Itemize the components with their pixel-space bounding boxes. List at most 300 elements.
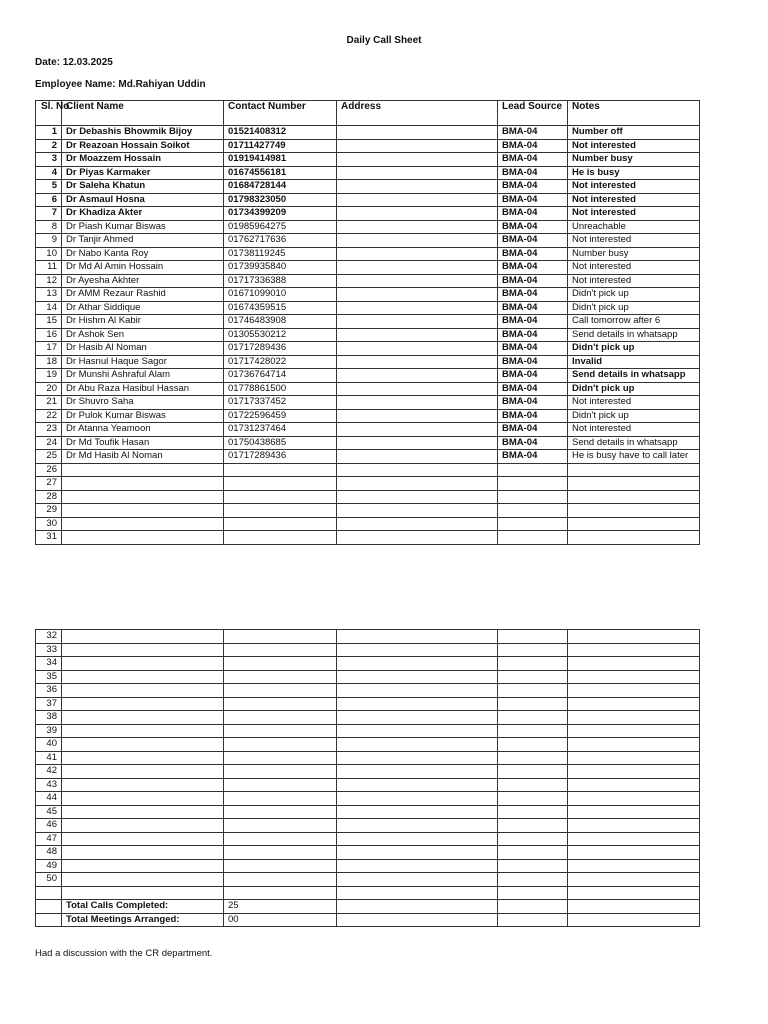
- row-lead-source: BMA-04: [498, 166, 568, 180]
- row-note: Didn't pick up: [568, 409, 700, 423]
- row-contact-number: 01305530212: [224, 328, 337, 342]
- row-lead-source: BMA-04: [498, 247, 568, 261]
- row-empty-cell: [568, 670, 700, 684]
- table-row: [36, 477, 700, 491]
- table-row: [36, 684, 700, 698]
- table-row: [36, 301, 700, 315]
- table-row: [36, 355, 700, 369]
- row-sl-number: 46: [36, 819, 62, 833]
- column-header-lead-source: Lead Source: [498, 101, 568, 126]
- row-address: [337, 436, 498, 450]
- row-empty-cell: [337, 859, 498, 873]
- row-empty-cell: [62, 765, 224, 779]
- row-empty-cell: [498, 711, 568, 725]
- row-sl-number: 25: [36, 450, 62, 464]
- row-sl-number: 33: [36, 643, 62, 657]
- row-client-name: Dr Hishm Al Kabir: [62, 315, 224, 329]
- row-sl-number: 1: [36, 126, 62, 140]
- row-client-name: Dr Nabo Kanta Roy: [62, 247, 224, 261]
- row-lead-source: BMA-04: [498, 382, 568, 396]
- row-empty-cell: [568, 778, 700, 792]
- row-lead-source: BMA-04: [498, 315, 568, 329]
- row-empty-cell: [337, 670, 498, 684]
- row-address: [337, 396, 498, 410]
- row-empty-cell: [62, 846, 224, 860]
- row-client-name: Dr Munshi Ashraful Alam: [62, 369, 224, 383]
- row-lead-source: BMA-04: [498, 180, 568, 194]
- table-row: [36, 436, 700, 450]
- row-lead-source: BMA-04: [498, 450, 568, 464]
- row-empty-cell: [498, 765, 568, 779]
- row-sl-number: 8: [36, 220, 62, 234]
- row-empty-cell: [224, 778, 337, 792]
- row-sl-number: 10: [36, 247, 62, 261]
- row-contact-number: [224, 490, 337, 504]
- row-sl-number: 22: [36, 409, 62, 423]
- row-address: [337, 139, 498, 153]
- row-note: [568, 517, 700, 531]
- row-empty-cell: [337, 630, 498, 644]
- row-client-name: Dr Hasnul Haque Sagor: [62, 355, 224, 369]
- row-sl-number: 23: [36, 423, 62, 437]
- table-row: [36, 846, 700, 860]
- row-client-name: Dr Md Toufik Hasan: [62, 436, 224, 450]
- row-address: [337, 234, 498, 248]
- row-lead-source: [498, 517, 568, 531]
- table-row: [36, 261, 700, 275]
- row-sl-number: 43: [36, 778, 62, 792]
- row-sl-number: 48: [36, 846, 62, 860]
- row-address: [337, 450, 498, 464]
- row-lead-source: BMA-04: [498, 220, 568, 234]
- row-note: [568, 477, 700, 491]
- row-empty-cell: [224, 751, 337, 765]
- row-contact-number: 01731237464: [224, 423, 337, 437]
- row-empty-cell: [337, 697, 498, 711]
- row-address: [337, 477, 498, 491]
- row-contact-number: 01717289436: [224, 342, 337, 356]
- row-sl-number: 4: [36, 166, 62, 180]
- row-empty-cell: [498, 873, 568, 887]
- row-client-name: Dr Abu Raza Hasibul Hassan: [62, 382, 224, 396]
- table-row: [36, 778, 700, 792]
- row-lead-source: BMA-04: [498, 355, 568, 369]
- row-lead-source: BMA-04: [498, 193, 568, 207]
- row-empty-cell: [568, 805, 700, 819]
- row-lead-source: BMA-04: [498, 396, 568, 410]
- table-row: [36, 490, 700, 504]
- row-note: [568, 504, 700, 518]
- row-address: [337, 126, 498, 140]
- employee-line: Employee Name: Md.Rahiyan Uddin: [35, 79, 206, 90]
- row-contact-number: 01717336388: [224, 274, 337, 288]
- row-note: Not interested: [568, 193, 700, 207]
- table-row: [36, 153, 700, 167]
- row-lead-source: BMA-04: [498, 139, 568, 153]
- call-table: [35, 100, 700, 545]
- row-note: Not interested: [568, 207, 700, 221]
- row-contact-number: 01778861500: [224, 382, 337, 396]
- table-row: [36, 765, 700, 779]
- date-line: Date: 12.03.2025: [35, 57, 113, 68]
- row-empty-cell: [337, 832, 498, 846]
- row-empty-cell: [498, 819, 568, 833]
- row-sl-number: 35: [36, 670, 62, 684]
- row-empty-cell: [337, 819, 498, 833]
- row-sl-number: 12: [36, 274, 62, 288]
- row-sl-number: 44: [36, 792, 62, 806]
- row-address: [337, 247, 498, 261]
- row-address: [337, 531, 498, 545]
- total-meetings-label: Total Meetings Arranged:: [62, 913, 224, 927]
- row-lead-source: [498, 463, 568, 477]
- row-contact-number: 01711427749: [224, 139, 337, 153]
- row-empty-cell: [568, 765, 700, 779]
- row-sl-number: 38: [36, 711, 62, 725]
- row-lead-source: BMA-04: [498, 409, 568, 423]
- row-contact-number: 01734399209: [224, 207, 337, 221]
- table-row: [36, 504, 700, 518]
- row-sl-number: 5: [36, 180, 62, 194]
- row-address: [337, 220, 498, 234]
- row-sl-number: 18: [36, 355, 62, 369]
- row-empty-cell: [337, 792, 498, 806]
- row-empty-cell: [568, 873, 700, 887]
- row-lead-source: BMA-04: [498, 423, 568, 437]
- row-note: Send details in whatsapp: [568, 436, 700, 450]
- row-empty-cell: [498, 684, 568, 698]
- row-sl-number: 2: [36, 139, 62, 153]
- row-empty-cell: [224, 819, 337, 833]
- row-client-name: Dr Moazzem Hossain: [62, 153, 224, 167]
- row-sl-number: 11: [36, 261, 62, 275]
- row-empty-cell: [498, 805, 568, 819]
- row-address: [337, 207, 498, 221]
- row-empty-cell: [62, 819, 224, 833]
- row-empty-cell: [568, 819, 700, 833]
- table-row: [36, 463, 700, 477]
- row-empty-cell: [62, 751, 224, 765]
- row-contact-number: 01739935840: [224, 261, 337, 275]
- row-address: [337, 355, 498, 369]
- row-note: Not interested: [568, 396, 700, 410]
- row-note: Not interested: [568, 274, 700, 288]
- row-empty-cell: [62, 684, 224, 698]
- row-contact-number: 01985964275: [224, 220, 337, 234]
- row-empty-cell: [337, 846, 498, 860]
- row-contact-number: 01738119245: [224, 247, 337, 261]
- row-lead-source: [498, 504, 568, 518]
- row-empty-cell: [498, 670, 568, 684]
- footer-note: Had a discussion with the CR department.: [35, 948, 213, 959]
- row-note: Send details in whatsapp: [568, 328, 700, 342]
- table-row: [36, 657, 700, 671]
- row-client-name: [62, 490, 224, 504]
- call-table-continued: [35, 629, 700, 927]
- row-sl-number: 36: [36, 684, 62, 698]
- row-contact-number: [224, 463, 337, 477]
- row-client-name: Dr Khadiza Akter: [62, 207, 224, 221]
- row-empty-cell: [62, 711, 224, 725]
- row-sl-number: 31: [36, 531, 62, 545]
- row-empty-cell: [568, 630, 700, 644]
- row-contact-number: 01750438685: [224, 436, 337, 450]
- row-empty-cell: [62, 724, 224, 738]
- row-sl-number: 21: [36, 396, 62, 410]
- row-sl-number: 42: [36, 765, 62, 779]
- table-row: [36, 166, 700, 180]
- row-note: Didn't pick up: [568, 342, 700, 356]
- row-contact-number: 01521408312: [224, 126, 337, 140]
- column-header-address: Address: [337, 101, 498, 126]
- row-lead-source: BMA-04: [498, 436, 568, 450]
- row-sl-number: 6: [36, 193, 62, 207]
- row-address: [337, 490, 498, 504]
- row-empty-cell: [498, 846, 568, 860]
- column-header-sl: Sl. No.: [36, 101, 62, 126]
- table-row-spacer: [36, 886, 700, 900]
- table-row: [36, 819, 700, 833]
- table-row: [36, 792, 700, 806]
- row-client-name: Dr Tanjir Ahmed: [62, 234, 224, 248]
- row-empty-cell: [224, 657, 337, 671]
- table-row: [36, 517, 700, 531]
- column-header-notes: Notes: [568, 101, 700, 126]
- row-contact-number: 01746483908: [224, 315, 337, 329]
- row-empty-cell: [62, 805, 224, 819]
- column-header-contact-number: Contact Number: [224, 101, 337, 126]
- row-contact-number: 01722596459: [224, 409, 337, 423]
- row-empty-cell: [62, 670, 224, 684]
- row-empty-cell: [568, 711, 700, 725]
- row-client-name: Dr Athar Siddique: [62, 301, 224, 315]
- row-empty-cell: [224, 765, 337, 779]
- row-note: Not interested: [568, 139, 700, 153]
- row-empty-cell: [568, 738, 700, 752]
- row-empty-cell: [224, 724, 337, 738]
- row-client-name: [62, 504, 224, 518]
- table-row: [36, 409, 700, 423]
- table-row: [36, 832, 700, 846]
- row-lead-source: [498, 477, 568, 491]
- row-contact-number: [224, 517, 337, 531]
- row-address: [337, 193, 498, 207]
- table-row: [36, 643, 700, 657]
- row-client-name: Dr AMM Rezaur Rashid: [62, 288, 224, 302]
- row-empty-cell: [498, 738, 568, 752]
- row-contact-number: [224, 531, 337, 545]
- row-empty-cell: [337, 711, 498, 725]
- row-contact-number: 01717337452: [224, 396, 337, 410]
- row-sl-number: 13: [36, 288, 62, 302]
- row-lead-source: [498, 490, 568, 504]
- row-address: [337, 463, 498, 477]
- row-empty-cell: [224, 711, 337, 725]
- row-note: He is busy: [568, 166, 700, 180]
- row-note: Unreachable: [568, 220, 700, 234]
- row-empty-cell: [224, 684, 337, 698]
- row-contact-number: 01674556181: [224, 166, 337, 180]
- row-empty-cell: [498, 859, 568, 873]
- row-empty-cell: [337, 873, 498, 887]
- row-note: Send details in whatsapp: [568, 369, 700, 383]
- row-empty-cell: [337, 643, 498, 657]
- row-empty-cell: [568, 751, 700, 765]
- row-address: [337, 315, 498, 329]
- row-lead-source: [498, 531, 568, 545]
- row-empty-cell: [62, 859, 224, 873]
- row-client-name: [62, 477, 224, 491]
- row-contact-number: [224, 477, 337, 491]
- row-sl-number: 40: [36, 738, 62, 752]
- row-note: Call tomorrow after 6: [568, 315, 700, 329]
- row-sl-number: 28: [36, 490, 62, 504]
- row-empty-cell: [62, 657, 224, 671]
- row-empty-cell: [337, 738, 498, 752]
- row-lead-source: BMA-04: [498, 301, 568, 315]
- row-empty-cell: [62, 738, 224, 752]
- row-empty-cell: [337, 657, 498, 671]
- table-row: [36, 630, 700, 644]
- row-client-name: Dr Saleha Khatun: [62, 180, 224, 194]
- row-empty-cell: [568, 684, 700, 698]
- row-note: Not interested: [568, 261, 700, 275]
- row-sl-number: 9: [36, 234, 62, 248]
- row-contact-number: 01798323050: [224, 193, 337, 207]
- row-note: He is busy have to call later: [568, 450, 700, 464]
- row-empty-cell: [224, 670, 337, 684]
- table-row: [36, 751, 700, 765]
- row-contact-number: 01674359515: [224, 301, 337, 315]
- row-address: [337, 288, 498, 302]
- row-empty-cell: [62, 778, 224, 792]
- row-client-name: Dr Pulok Kumar Biswas: [62, 409, 224, 423]
- row-sl-number: 7: [36, 207, 62, 221]
- table-row: [36, 315, 700, 329]
- row-sl-number: 3: [36, 153, 62, 167]
- row-client-name: Dr Debashis Bhowmik Bijoy: [62, 126, 224, 140]
- row-note: Didn't pick up: [568, 301, 700, 315]
- row-sl-number: 47: [36, 832, 62, 846]
- row-empty-cell: [62, 832, 224, 846]
- row-empty-cell: [568, 792, 700, 806]
- row-note: Not interested: [568, 180, 700, 194]
- row-client-name: Dr Piyas Karmaker: [62, 166, 224, 180]
- row-lead-source: BMA-04: [498, 274, 568, 288]
- column-header-client-name: Client Name: [62, 101, 224, 126]
- row-lead-source: BMA-04: [498, 342, 568, 356]
- row-empty-cell: [498, 792, 568, 806]
- sheet-title: Daily Call Sheet: [346, 35, 422, 46]
- row-address: [337, 328, 498, 342]
- row-empty-cell: [498, 697, 568, 711]
- row-empty-cell: [498, 751, 568, 765]
- total-calls-value: 25: [224, 900, 337, 914]
- row-client-name: Dr Atanna Yeamoon: [62, 423, 224, 437]
- row-empty-cell: [568, 846, 700, 860]
- row-sl-number: 26: [36, 463, 62, 477]
- table-row: [36, 670, 700, 684]
- row-note: Didn't pick up: [568, 382, 700, 396]
- row-sl-number: 19: [36, 369, 62, 383]
- totals-row-calls: [36, 900, 700, 914]
- table-row: [36, 738, 700, 752]
- row-empty-cell: [498, 630, 568, 644]
- row-address: [337, 274, 498, 288]
- row-empty-cell: [224, 859, 337, 873]
- row-empty-cell: [62, 643, 224, 657]
- row-client-name: Dr Shuvro Saha: [62, 396, 224, 410]
- table-row: [36, 234, 700, 248]
- row-lead-source: BMA-04: [498, 328, 568, 342]
- row-sl-number: 39: [36, 724, 62, 738]
- row-empty-cell: [224, 738, 337, 752]
- table-row: [36, 274, 700, 288]
- table-row: [36, 711, 700, 725]
- table-row: [36, 382, 700, 396]
- row-sl-number: 37: [36, 697, 62, 711]
- table-row: [36, 369, 700, 383]
- row-address: [337, 180, 498, 194]
- row-sl-number: 45: [36, 805, 62, 819]
- row-empty-cell: [568, 657, 700, 671]
- row-empty-cell: [337, 765, 498, 779]
- row-empty-cell: [568, 724, 700, 738]
- row-sl-number: 24: [36, 436, 62, 450]
- row-empty-cell: [498, 643, 568, 657]
- row-client-name: Dr Ashok Sen: [62, 328, 224, 342]
- table-row: [36, 423, 700, 437]
- row-empty-cell: [337, 724, 498, 738]
- row-sl-number: 50: [36, 873, 62, 887]
- row-empty-cell: [62, 697, 224, 711]
- row-empty-cell: [337, 751, 498, 765]
- row-empty-cell: [337, 805, 498, 819]
- row-note: Number off: [568, 126, 700, 140]
- row-empty-cell: [498, 657, 568, 671]
- row-address: [337, 261, 498, 275]
- table-row: [36, 805, 700, 819]
- table-row: [36, 396, 700, 410]
- table-row: [36, 450, 700, 464]
- row-address: [337, 369, 498, 383]
- row-client-name: [62, 463, 224, 477]
- row-empty-cell: [568, 643, 700, 657]
- table-row: [36, 180, 700, 194]
- row-contact-number: 01717289436: [224, 450, 337, 464]
- row-contact-number: 01919414981: [224, 153, 337, 167]
- row-empty-cell: [568, 859, 700, 873]
- row-empty-cell: [62, 873, 224, 887]
- row-address: [337, 153, 498, 167]
- row-sl-number: 30: [36, 517, 62, 531]
- row-note: [568, 531, 700, 545]
- row-client-name: Dr Md Hasib Al Noman: [62, 450, 224, 464]
- row-note: Not interested: [568, 423, 700, 437]
- row-empty-cell: [568, 832, 700, 846]
- row-empty-cell: [62, 792, 224, 806]
- table-row: [36, 220, 700, 234]
- row-lead-source: BMA-04: [498, 261, 568, 275]
- row-note: Didn't pick up: [568, 288, 700, 302]
- row-client-name: [62, 531, 224, 545]
- row-contact-number: 01684728144: [224, 180, 337, 194]
- row-address: [337, 409, 498, 423]
- row-client-name: Dr Md Al Amin Hossain: [62, 261, 224, 275]
- table-row: [36, 328, 700, 342]
- row-address: [337, 423, 498, 437]
- row-empty-cell: [224, 873, 337, 887]
